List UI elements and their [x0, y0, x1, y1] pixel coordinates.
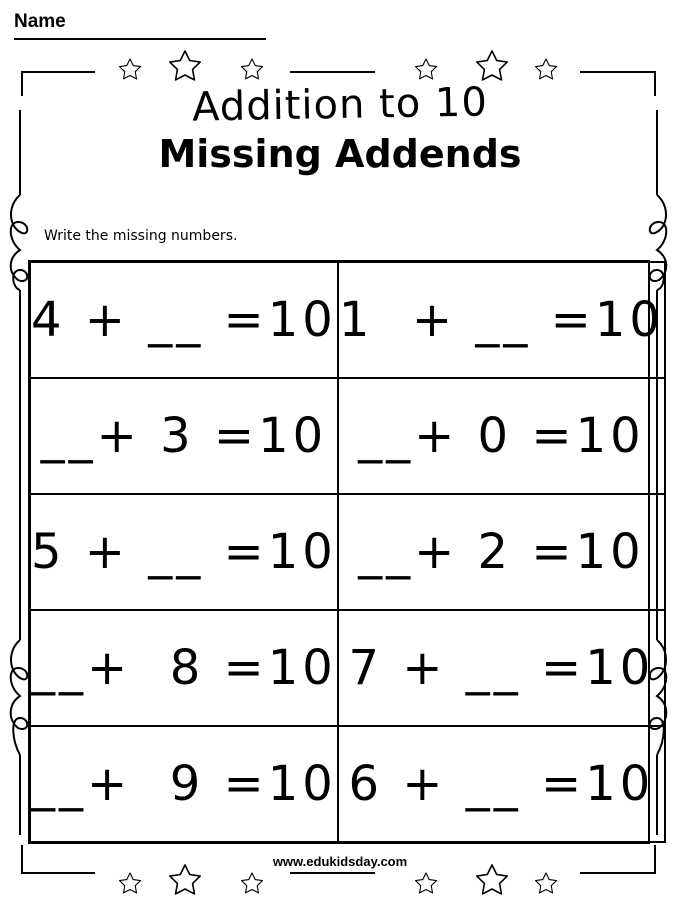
swirl-icon: [11, 640, 28, 755]
star-icon: [242, 873, 263, 893]
star-icon: [477, 51, 507, 80]
problem-cell[interactable]: 1 + __ =10: [337, 261, 666, 379]
star-icon: [170, 865, 200, 894]
problem-cell[interactable]: __+ 9 =10: [29, 725, 339, 843]
problem-cell[interactable]: __+ 3 =10: [29, 377, 339, 495]
problem-cell[interactable]: 5 + __ =10: [29, 493, 339, 611]
swirl-icon: [11, 195, 28, 290]
page-title: Missing Addends: [158, 132, 522, 176]
problem-cell[interactable]: 4 + __ =10: [29, 261, 339, 379]
name-label: Name: [14, 11, 66, 32]
problem-cell[interactable]: 7 + __ =10: [337, 609, 666, 727]
title-line-1: Addition to 10: [191, 79, 489, 131]
star-icon: [416, 59, 437, 79]
problem-cell[interactable]: __+ 0 =10: [337, 377, 666, 495]
star-icon: [120, 873, 141, 893]
star-icon: [416, 873, 437, 893]
instructions: Write the missing numbers.: [44, 228, 238, 244]
problem-cell[interactable]: 6 + __ =10: [337, 725, 666, 843]
star-icon: [477, 865, 507, 894]
star-icon: [536, 873, 557, 893]
star-icon: [120, 59, 141, 79]
problem-grid: [28, 260, 664, 844]
footer-url: www.edukidsday.com: [272, 854, 408, 869]
star-icon: [536, 59, 557, 79]
problem-cell[interactable]: __+ 8 =10: [29, 609, 339, 727]
star-icon: [242, 59, 263, 79]
star-icon: [170, 51, 200, 80]
problem-cell[interactable]: __+ 2 =10: [337, 493, 666, 611]
